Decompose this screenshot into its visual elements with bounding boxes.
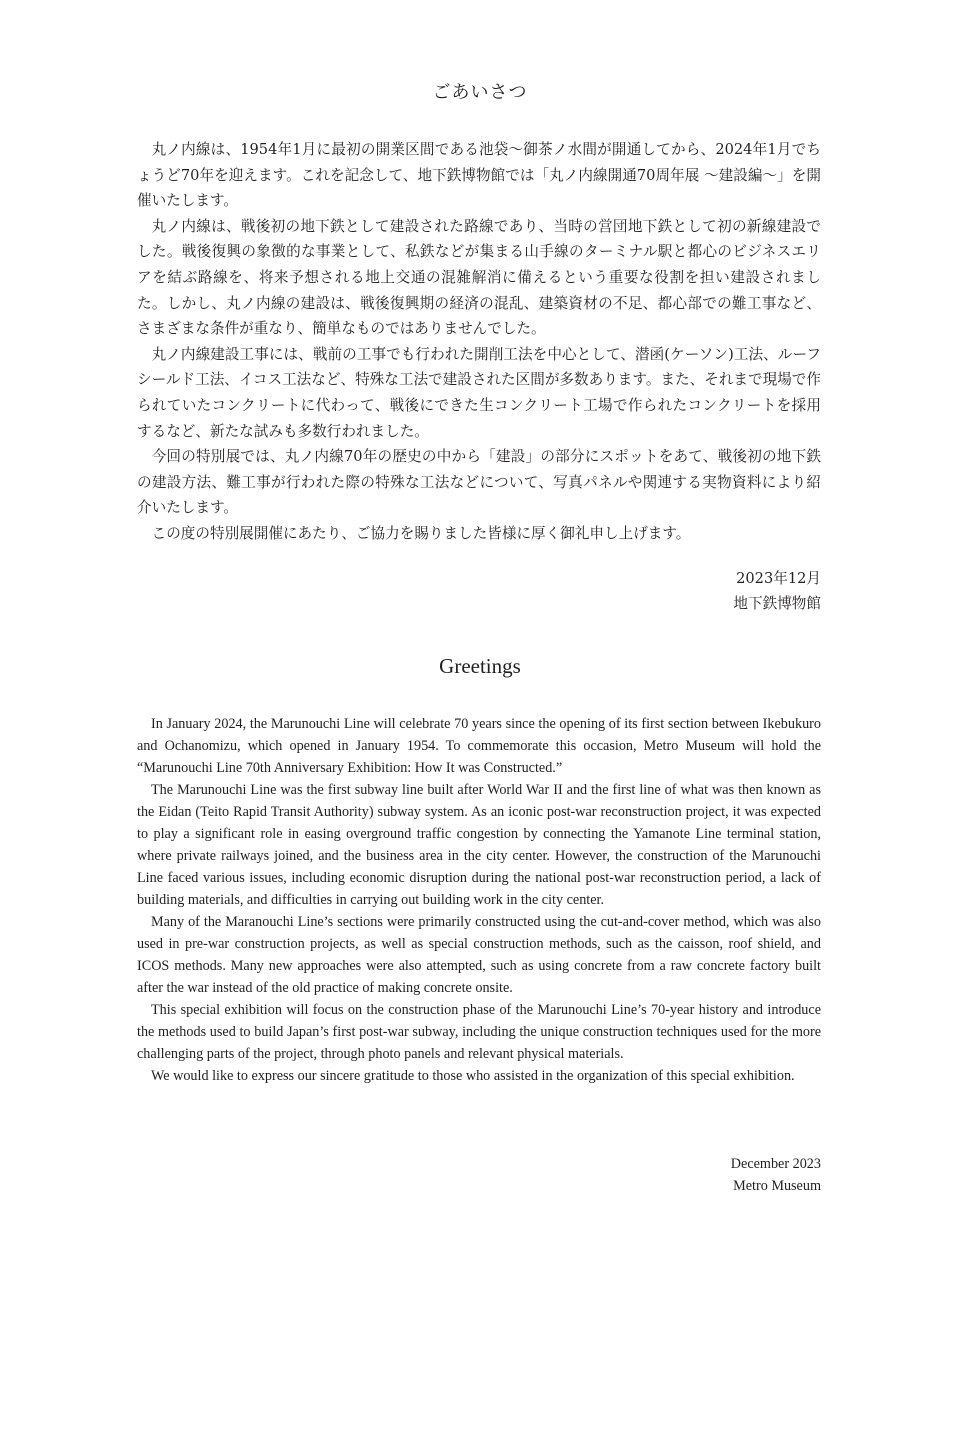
english-paragraph-1: In January 2024, the Marunouchi Line will celebrate 70 years since the opening of its first section between Ikebukuro and Ochanomizu, which opened in January 1954. To commemorate this occasion, Metro Museum will hold the “Marunouchi Line 70th Anniversary Exhibition: How It was Constructed.” [137,716,821,776]
japanese-paragraph-2: 丸ノ内線は、戦後初の地下鉄として建設された路線であり、当時の営団地下鉄として初の新線建設でした。戦後復興の象徴的な事業として、私鉄などが集まる山手線のターミナル駅と都心のビジネスエリアを結ぶ路線を、将来予想される地上交通の混雑解消に備えるという重要な役割を担い建設されました。しかし、丸ノ内線の建設は、戦後復興期の経済の混乱、建築資材の不足、都心部での難工事など、さまざまな条件が重なり、簡単なものではありませんでした。 [137,217,821,338]
japanese-organization: 地下鉄博物館 [733,595,821,612]
japanese-body [137,137,821,547]
english-body [137,713,821,1087]
english-paragraph-5: We would like to express our sincere gratitude to those who assisted in the organization of this special exhibition. [151,1068,795,1084]
japanese-paragraph-3: 丸ノ内線建設工事には、戦前の工事でも行われた開削工法を中心として、潜函(ケーソン)工法、ルーフシールド工法、イコス工法など、特殊な工法で建設された区間が多数あります。また、それまで現場で作られていたコンクリートに代わって、戦後にできた生コンクリート工場で作られたコンクリートを採用するなど、新たな試みも多数行われました。 [137,345,821,440]
english-paragraph-2: The Marunouchi Line was the first subway line built after World War II and the first line of what was then known as the Eidan (Teito Rapid Transit Authority) subway system. As an iconic post-war reconstruction project, it was expected to play a significant role in easing overground traffic congestion by connecting the Yamanote Line terminal station, where private railways joined, and the business area in the city center. However, the construction of the Marunouchi Line faced various issues, including economic disruption during the national post-war reconstruction period, a lack of building materials, and difficulties in carrying out building work in the city center. [137,782,821,908]
japanese-paragraph-4: 今回の特別展では、丸ノ内線70年の歴史の中から「建設」の部分にスポットをあて、戦後初の地下鉄の建設方法、難工事が行われた際の特殊な工法などについて、写真パネルや関連する実物資料により紹介いたします。 [137,448,821,517]
japanese-paragraph-5: この度の特別展開催にあたり、ご協力を賜りました皆様に厚く御礼申し上げます。 [151,524,691,542]
japanese-signature [733,566,821,616]
english-date: December 2023 [730,1156,821,1172]
japanese-paragraph-1: 丸ノ内線は、1954年1月に最初の開業区間である池袋〜御茶ノ水間が開通してから、2024年1月でちょうど70年を迎えます。これを記念して、地下鉄博物館では「丸ノ内線開通70周年展 〜建設編〜」を開催いたします。 [137,141,821,210]
english-paragraph-3: Many of the Maranouchi Line’s sections were primarily constructed using the cut-and-cover method, which was also used in pre-war construction projects, as well as special construction methods, such as the caisson, roof shield, and ICOS methods. Many new approaches were also attempted, such as using concrete from a raw concrete factory built after the war instead of the old practice of making concrete onsite. [137,914,821,996]
japanese-date: 2023年12月 [736,570,821,587]
english-organization: Metro Museum [733,1178,821,1194]
english-paragraph-4: This special exhibition will focus on the construction phase of the Marunouchi Line’s 70-year history and introduce the methods used to build Japan’s first post-war subway, including the unique construction techniques used for the more challenging parts of the project, through photo panels and relevant physical materials. [137,1002,821,1062]
english-title: Greetings [439,654,521,678]
english-signature [731,1153,821,1197]
japanese-title: ごあいさつ [432,82,528,103]
